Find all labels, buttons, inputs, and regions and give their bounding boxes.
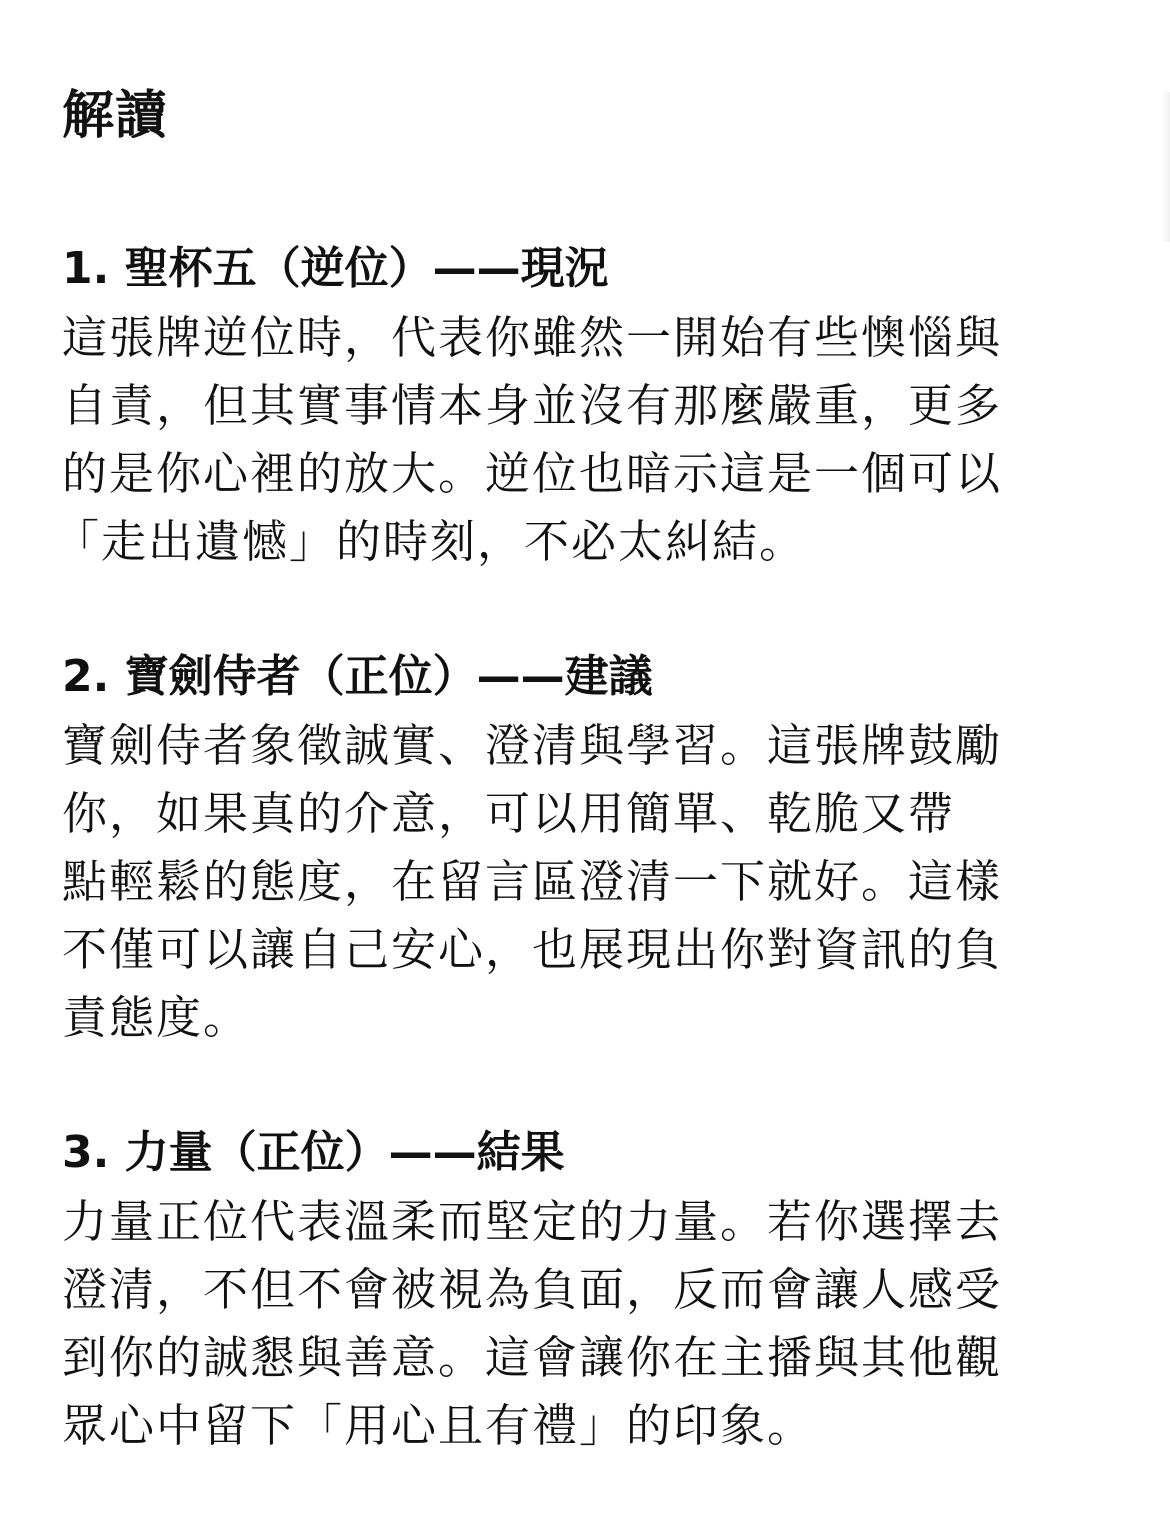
section-advice — [62, 642, 1102, 1052]
paragraph-line: 「走出遺憾」的時刻，不必太糾結。 — [54, 515, 807, 568]
paragraph-line: 寶劍侍者象徵誠實、澄清與學習。這張牌鼓勵 — [62, 719, 1003, 772]
section-heading: 1. 聖杯五（逆位）——現況 — [62, 243, 609, 294]
paragraph-line: 眾心中留下「用心且有禮」的印象。 — [62, 1399, 815, 1452]
paragraph-line: 不僅可以讓自己安心，也展現出你對資訊的負 — [62, 923, 1003, 976]
paragraph-line: 點輕鬆的態度，在留言區澄清一下就好。這樣 — [62, 855, 1003, 908]
paragraph-line: 的是你心裡的放大。逆位也暗示這是一個可以 — [62, 447, 1003, 500]
page-title: 解讀 — [62, 86, 169, 146]
paragraph-line: 自責，但其實事情本身並沒有那麼嚴重，更多 — [62, 379, 1003, 432]
scroll-edge[interactable] — [1162, 92, 1170, 242]
paragraph-line: 到你的誠懇與善意。這會讓你在主播與其他觀 — [62, 1331, 1003, 1384]
reading-content — [54, 78, 1102, 1526]
paragraph-line: 責態度。 — [62, 991, 251, 1044]
paragraph-line: 你，如果真的介意，可以用簡單、乾脆又帶 — [62, 787, 956, 840]
section-heading: 3. 力量（正位）——結果 — [62, 1127, 565, 1178]
paragraph-line: 這張牌逆位時，代表你雖然一開始有些懊惱與 — [62, 311, 1003, 364]
paragraph-line: 澄清，不但不會被視為負面，反而會讓人感受 — [62, 1263, 1003, 1316]
paragraph-line: 力量正位代表溫柔而堅定的力量。若你選擇去 — [62, 1195, 1003, 1248]
section-heading: 2. 寶劍侍者（正位）——建議 — [62, 651, 653, 702]
section-current — [54, 234, 1102, 576]
section-outcome — [62, 1118, 1102, 1460]
